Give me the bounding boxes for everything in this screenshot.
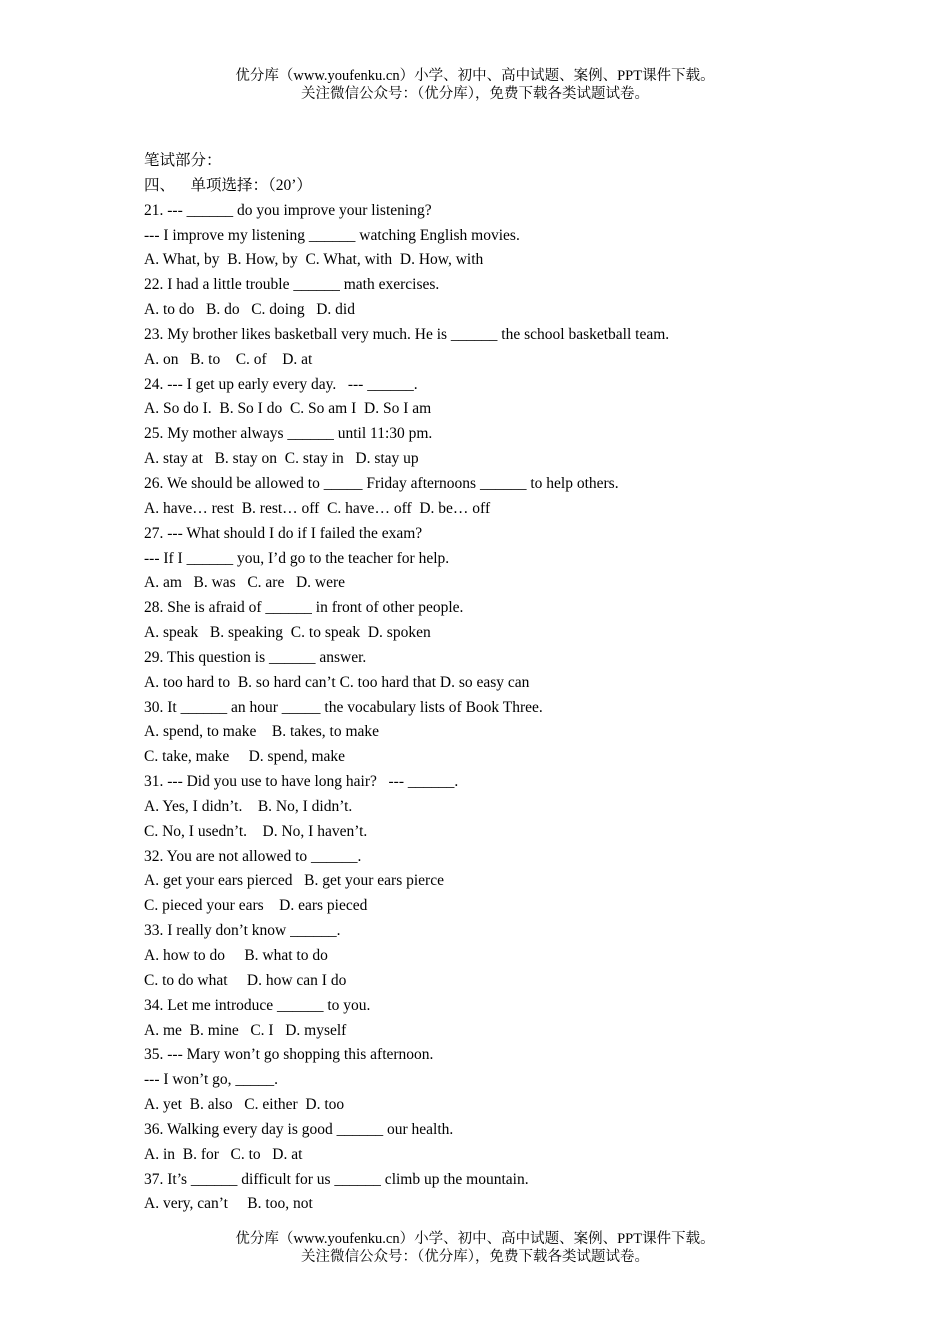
footer-line-2: 关注微信公众号：（优分库），免费下载各类试题试卷。 — [301, 1249, 649, 1265]
question-25: 25. My mother always ______ until 11:30 pm. — [144, 425, 433, 443]
options-36: A. in B. for C. to D. at — [144, 1145, 303, 1163]
footer-line-1: 优分库（www.youfenku.cn）小学、初中、高中试题、案例、PPT课件下载。 — [235, 1231, 715, 1247]
question-30: 30. It ______ an hour _____ the vocabulary lists of Book Three. — [144, 698, 543, 716]
question-35-reply: --- I won’t go, _____. — [144, 1071, 279, 1089]
question-21: 21. --- ______ do you improve your listening? — [144, 201, 432, 219]
header-line-1: 优分库（www.youfenku.cn）小学、初中、高中试题、案例、PPT课件下载。 — [235, 68, 715, 84]
options-31-cd: C. No, I usedn’t. D. No, I haven’t. — [144, 822, 368, 840]
page-header — [0, 67, 950, 103]
options-30-cd: C. take, make D. spend, make — [144, 748, 346, 766]
options-25: A. stay at B. stay on C. stay in D. stay up — [144, 450, 419, 468]
options-26: A. have… rest B. rest… off C. have… off D. be… off — [144, 499, 491, 517]
question-35: 35. --- Mary won’t go shopping this afternoon. — [144, 1046, 434, 1064]
options-32-ab: A. get your ears pierced B. get your ears pierce — [144, 872, 444, 890]
question-22: 22. I had a little trouble ______ math exercises. — [144, 276, 440, 294]
options-34: A. me B. mine C. I D. myself — [144, 1021, 347, 1039]
options-27: A. am B. was C. are D. were — [144, 574, 346, 592]
exam-content — [144, 149, 844, 1217]
options-33-cd: C. to do what D. how can I do — [144, 971, 347, 989]
options-30-ab: A. spend, to make B. takes, to make — [144, 723, 380, 741]
question-31: 31. --- Did you use to have long hair? --- ______. — [144, 773, 459, 791]
options-37-ab: A. very, can’t B. too, not — [144, 1195, 313, 1213]
options-28: A. speak B. speaking C. to speak D. spoken — [144, 624, 431, 642]
section-label: 笔试部分： — [144, 152, 222, 169]
options-31-ab: A. Yes, I didn’t. B. No, I didn’t. — [144, 797, 353, 815]
options-32-cd: C. pieced your ears D. ears pieced — [144, 897, 368, 915]
options-23: A. on B. to C. of D. at — [144, 350, 313, 368]
options-24: A. So do I. B. So I do C. So am I D. So I am — [144, 400, 432, 418]
page-footer — [0, 1230, 950, 1266]
options-29: A. too hard to B. so hard can’t C. too hard that D. so easy can — [144, 673, 530, 691]
question-32: 32. You are not allowed to ______. — [144, 847, 362, 865]
question-24: 24. --- I get up early every day. --- ______. — [144, 375, 418, 393]
question-37: 37. It’s ______ difficult for us ______ climb up the mountain. — [144, 1170, 529, 1188]
question-33: 33. I really don’t know ______. — [144, 922, 341, 940]
header-line-2: 关注微信公众号：（优分库），免费下载各类试题试卷。 — [301, 86, 649, 102]
question-26: 26. We should be allowed to _____ Friday afternoons ______ to help others. — [144, 474, 619, 492]
question-29: 29. This question is ______ answer. — [144, 648, 367, 666]
options-21: A. What, by B. How, by C. What, with D. How, with — [144, 251, 484, 269]
section-heading: 四、 单项选择：（20’） — [144, 176, 312, 194]
question-23: 23. My brother likes basketball very much. He is ______ the school basketball team. — [144, 325, 670, 343]
question-27: 27. --- What should I do if I failed the exam? — [144, 524, 423, 542]
question-21-reply: --- I improve my listening ______ watching English movies. — [144, 226, 520, 244]
question-27-reply: --- If I ______ you, I’d go to the teacher for help. — [144, 549, 450, 567]
question-34: 34. Let me introduce ______ to you. — [144, 996, 371, 1014]
question-28: 28. She is afraid of ______ in front of other people. — [144, 599, 464, 617]
options-22: A. to do B. do C. doing D. did — [144, 301, 355, 319]
options-35: A. yet B. also C. either D. too — [144, 1096, 345, 1114]
question-36: 36. Walking every day is good ______ our health. — [144, 1120, 454, 1138]
options-33-ab: A. how to do B. what to do — [144, 947, 328, 964]
